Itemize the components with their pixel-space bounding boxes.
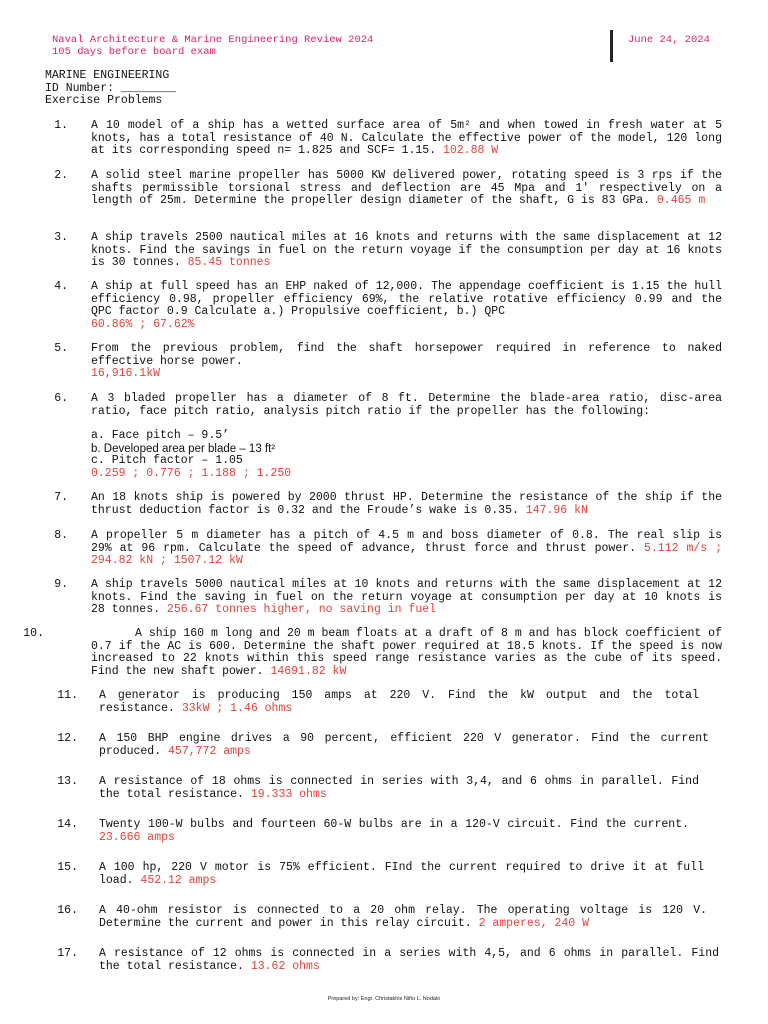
problem-number: 3. (54, 231, 68, 244)
problem-question: Twenty 100-W bulbs and fourteen 60-W bulbs are in a 120-V circuit. Find the current. (99, 818, 689, 831)
problem-answer: 102.88 W (442, 144, 499, 157)
problem-question: A 3 bladed propeller has a diameter of 8 ft. Determine the blade-area ratio, disc-area ratio, face pitch ratio, analysis pitch ratio if the propeller has the following: (91, 392, 722, 418)
header-course-block (52, 34, 373, 58)
problem-text-block (99, 819, 689, 844)
header-date: June 24, 2024 (628, 34, 710, 46)
problem-answer: 0.465 m (656, 194, 706, 207)
problem-number: 4. (54, 280, 68, 293)
problem-question: From the previous problem, find the shaft horsepower required in reference to naked effective horse power. (91, 342, 722, 368)
problem-answer: 14691.82 kW (270, 664, 347, 678)
problem-answer: 5.112 m/s ; 294.82 kN ; 1507.12 kW (91, 541, 722, 567)
problem-question: An 18 knots ship is powered by 2000 thrust HP. Determine the resistance of the ship if the thrust deduction factor is 0.32 and the Froude’s wake is 0.35. (91, 491, 722, 517)
problem-answer: 13.62 ohms (250, 959, 320, 973)
problem-number: 5. (54, 342, 68, 355)
propeller-parameter: a. Face pitch – 9.5’ (91, 429, 230, 442)
header-countdown: 105 days before board exam (52, 46, 216, 58)
problem-text-block (99, 776, 699, 801)
problem-text-block (99, 862, 704, 887)
problem-number: 9. (54, 578, 68, 591)
problem-question: A ship 160 m long and 20 m beam floats at a draft of 8 m and has block coefficient of 0.7 if the AC is 600. Determine the shaft power required at 18.5 knots. If the speed is now increased to 22 knots within this speed range resistance varies as the cube of its speed. Find the new shaft power. (91, 627, 722, 678)
problem-text-block (99, 690, 699, 715)
problem-number: 6. (54, 392, 68, 405)
problem-number: 15. (57, 861, 78, 874)
problem-answer: 33kW ; 1.46 ohms (181, 701, 293, 715)
problem-answer: 452.12 amps (140, 873, 217, 887)
id-number-line: ID Number: ________ (45, 81, 177, 95)
problem-text-block (91, 530, 722, 568)
problem-number: 16. (57, 904, 78, 917)
propeller-parameter: b. Developed area per blade – 13 ft² (91, 442, 276, 455)
problem-answer: 23.666 amps (99, 830, 175, 844)
problem-number: 2. (54, 169, 68, 182)
section-title: Exercise Problems (45, 94, 163, 107)
problem-text-block (99, 733, 709, 758)
problem-text-block (91, 628, 722, 678)
problem-question: A solid steel marine propeller has 5000 KW delivered power, rotating speed is 3 rps if the shafts permissible torsional stress and deflection are 45 Mpa and 1' respectively on a length of 25m. Determine the propeller design diameter of the shaft, G is 83 GPa. (91, 169, 722, 207)
problem-text-block (91, 170, 722, 208)
problem-question: A 10 model of a ship has a wetted surface area of 5m² and when towed in fresh water at 5 knots, has a total resistance of 40 N. Calculate the effective power of the model, 120 long at its corresponding speed n= 1.825 and SCF= 1.15. (91, 119, 722, 157)
problem-number: 12. (57, 732, 78, 745)
problem-text-block (91, 120, 722, 158)
header-divider (610, 30, 613, 62)
problem-text-block (91, 492, 722, 517)
problem-question: A 100 hp, 220 V motor is 75% efficient. FInd the current required to drive it at full load. (99, 861, 704, 887)
problem-question: A generator is producing 150 amps at 220 V. Find the kW output and the total resistance. (99, 689, 699, 715)
problem-text-block (91, 393, 722, 480)
problem-text-block (91, 343, 722, 381)
problem-text-block (91, 232, 722, 270)
problem-text-block (91, 281, 722, 331)
problem-answer: 85.45 tonnes (187, 256, 271, 269)
problem-answer: 147.96 kN (525, 503, 588, 517)
problem-text-block (99, 948, 719, 973)
propeller-parameter: c. Pitch factor – 1.05 (91, 454, 243, 467)
problem-text-block (99, 905, 707, 930)
problem-question: A ship travels 2500 nautical miles at 16 knots and returns with the same displacement at 12 knots. Find the savings in fuel on the return voyage if the consumption per day at 16 knots is 30 tonnes. (91, 231, 722, 269)
subject-title: MARINE ENGINEERING (45, 69, 170, 82)
problem-question: A 40-ohm resistor is connected to a 20 ohm relay. The operating voltage is 120 V. Determine the current and power in this relay circuit. (99, 904, 707, 930)
problem-answer: 2 amperes, 240 W (478, 916, 589, 930)
problem-number: 8. (54, 529, 68, 542)
problem-text-block (91, 579, 722, 617)
problem-question: A resistance of 12 ohms is connected in a series with 4,5, and 6 ohms in parallel. Find the total resistance. (99, 947, 719, 973)
problem-question: A resistance of 18 ohms is connected in series with 3,4, and 6 ohms in parallel. Find the total resistance. (99, 775, 699, 801)
problem-answer: 457,772 amps (168, 744, 251, 758)
problem-number: 7. (54, 491, 68, 504)
problem-question: A propeller 5 m diameter has a pitch of 4.5 m and boss diameter of 0.8. The real slip is 29% at 96 rpm. Calculate the speed of advance, thrust force and thrust power. (91, 529, 722, 555)
problem-answer: 19.333 ohms (250, 787, 327, 801)
problem-answer: 16,916.1kW (91, 367, 161, 380)
problem-number: 17. (57, 947, 78, 960)
problem-number: 11. (57, 689, 78, 702)
problem-question: A 150 BHP engine drives a 90 percent, efficient 220 V generator. Find the current produced. (99, 732, 709, 758)
header-course-title: Naval Architecture & Marine Engineering Review 2024 (52, 34, 374, 46)
problem-question: A ship at full speed has an EHP naked of 12,000. The appendage coefficient is 1.15 the hull efficiency 0.98, propeller efficiency 69%, the relative rotative efficiency 0.99 and the QPC factor 0.9 Calculate a.) Propulsive coefficient, b.) QPC (91, 280, 722, 318)
problem-number: 13. (57, 775, 78, 788)
problem-answer: 60.86% ; 67.62% (91, 317, 195, 331)
problem-number: 14. (57, 818, 78, 831)
prepared-by-footer: Prepared by: Engr. Christakhis Niño L. Nodalo (327, 996, 441, 1002)
document-heading (45, 70, 176, 108)
problem-answer: 0.259 ; 0.776 ; 1.188 ; 1.250 (91, 466, 292, 480)
problem-answer: 256.67 tonnes higher, no saving in fuel (166, 603, 437, 616)
problem-number: 1. (54, 119, 68, 132)
problem-number: 10. (23, 627, 44, 640)
problem-question: A ship travels 5000 nautical miles at 10 knots and returns with the same displacement at 12 knots. Find the saving in fuel on the return voyage at consumption per day at 10 knots is 28 tonnes. (91, 578, 722, 616)
